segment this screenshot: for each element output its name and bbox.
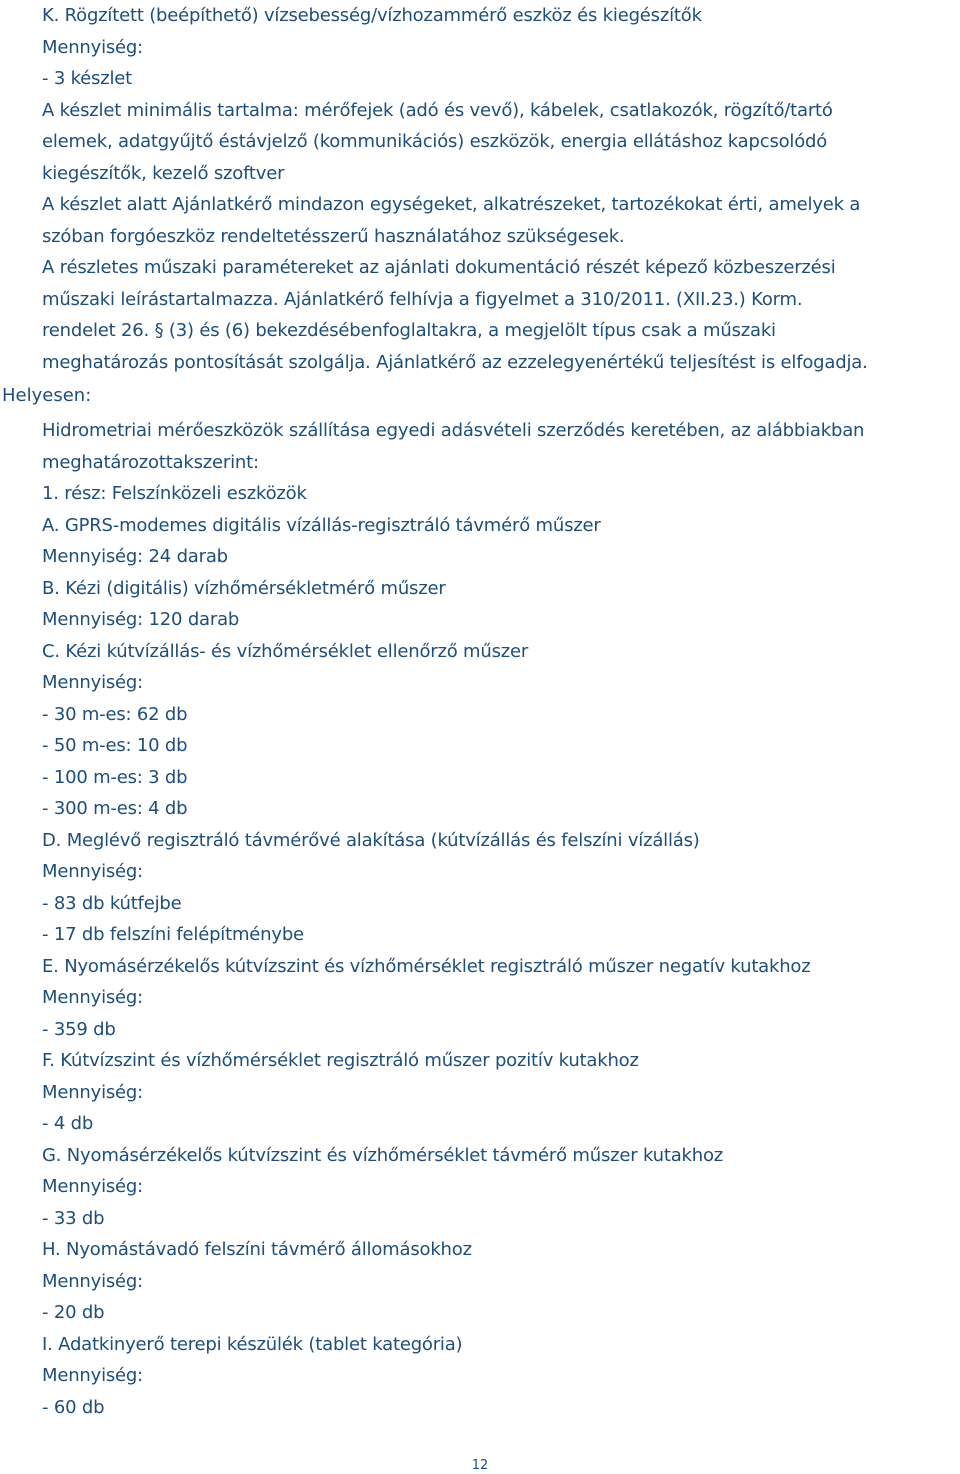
quantity-value: - 20 db [42, 1302, 105, 1323]
paragraph-line: műszaki leírástartalmazza. Ajánlatkérő felhívja a figyelmet a 310/2011. (XII.23.) Korm. [42, 288, 803, 310]
item-heading-h: H. Nyomástávadó felszíni távmérő állomásokhoz [42, 1239, 472, 1260]
quantity-label: Mennyiség: [42, 672, 144, 693]
quantity-value: - 17 db felszíni felépítménybe [42, 924, 304, 945]
quantity-value: - 83 db kútfejbe [42, 892, 182, 914]
quantity-value: - 30 m-es: 62 db [42, 703, 188, 725]
intro-line: Hidrometriai mérőeszközök szállítása egyedi adásvételi szerződés keretében, az alábbiakban [42, 420, 865, 441]
quantity-value: - 33 db [42, 1207, 105, 1229]
intro-line: meghatározottakszerint: [42, 451, 259, 473]
quantity-label: Mennyiség: [42, 36, 144, 58]
item-heading-b: B. Kézi (digitális) vízhőmérsékletmérő műszer [42, 577, 446, 599]
quantity-value: - 3 készlet [42, 68, 133, 89]
quantity-value: - 359 db [42, 1018, 116, 1040]
quantity-value: - 300 m-es: 4 db [42, 798, 188, 819]
paragraph-line: elemek, adatgyűjtő éstávjelző (kommunikációs) eszközök, energia ellátáshoz kapcsolódó [42, 131, 828, 152]
helyesen-label: Helyesen: [2, 385, 92, 406]
paragraph-line: rendelet 26. § (3) és (6) bekezdésébenfoglaltakra, a megjelölt típus csak a műszaki [42, 320, 776, 341]
item-heading-e: E. Nyomásérzékelős kútvízszint és vízhőmérséklet regisztráló műszer negatív kutakhoz [42, 955, 811, 977]
quantity-value: - 4 db [42, 1113, 94, 1134]
item-heading-i: I. Adatkinyerő terepi készülék (tablet kategória) [42, 1333, 463, 1355]
section-k-heading: K. Rögzített (beépíthető) vízsebesség/vízhozammérő eszköz és kiegészítők [42, 5, 702, 26]
paragraph-line: A részletes műszaki paramétereket az ajánlati dokumentáció részét képező közbeszerzési [42, 257, 836, 278]
quantity-value: - 100 m-es: 3 db [42, 766, 188, 788]
item-heading-a: A. GPRS-modemes digitális vízállás-regisztráló távmérő műszer [42, 514, 601, 536]
item-heading-c: C. Kézi kútvízállás- és vízhőmérséklet ellenőrző műszer [42, 640, 529, 662]
paragraph-line: A készlet alatt Ajánlatkérő mindazon egységeket, alkatrészeket, tartozékokat érti, amelyek a [42, 194, 861, 215]
paragraph-line: meghatározás pontosítását szolgálja. Ajánlatkérő az ezzelegyenértékű teljesítést is elfogadja. [42, 351, 868, 373]
paragraph-line: A készlet minimális tartalma: mérőfejek (adó és vevő), kábelek, csatlakozók, rögzítő/tartó [42, 99, 833, 121]
quantity-value: - 50 m-es: 10 db [42, 735, 188, 756]
paragraph-line: szóban forgóeszköz rendeltetésszerű használatához szükségesek. [42, 225, 625, 247]
quantity-label: Mennyiség: [42, 1176, 144, 1197]
item-heading-g: G. Nyomásérzékelős kútvízszint és vízhőmérséklet távmérő műszer kutakhoz [42, 1144, 724, 1166]
quantity-label: Mennyiség: [42, 861, 144, 882]
quantity-value: - 60 db [42, 1396, 105, 1418]
section-k-block [42, 0, 956, 378]
quantity-label: Mennyiség: [42, 1270, 144, 1292]
quantity-label: Mennyiség: [42, 1365, 144, 1386]
part-heading: 1. rész: Felszínközeli eszközök [42, 483, 307, 504]
item-quantity: Mennyiség: 24 darab [42, 546, 228, 567]
item-quantity: Mennyiség: 120 darab [42, 609, 240, 630]
corrected-block [42, 415, 956, 1423]
paragraph-line: kiegészítők, kezelő szoftver [42, 162, 285, 184]
item-heading-d: D. Meglévő regisztráló távmérővé alakítása (kútvízállás és felszíni vízállás) [42, 829, 700, 851]
page-number: 12 [471, 1458, 489, 1473]
item-heading-f: F. Kútvízszint és vízhőmérséklet regisztráló műszer pozitív kutakhoz [42, 1050, 639, 1071]
quantity-label: Mennyiség: [42, 1081, 144, 1103]
quantity-label: Mennyiség: [42, 987, 144, 1008]
